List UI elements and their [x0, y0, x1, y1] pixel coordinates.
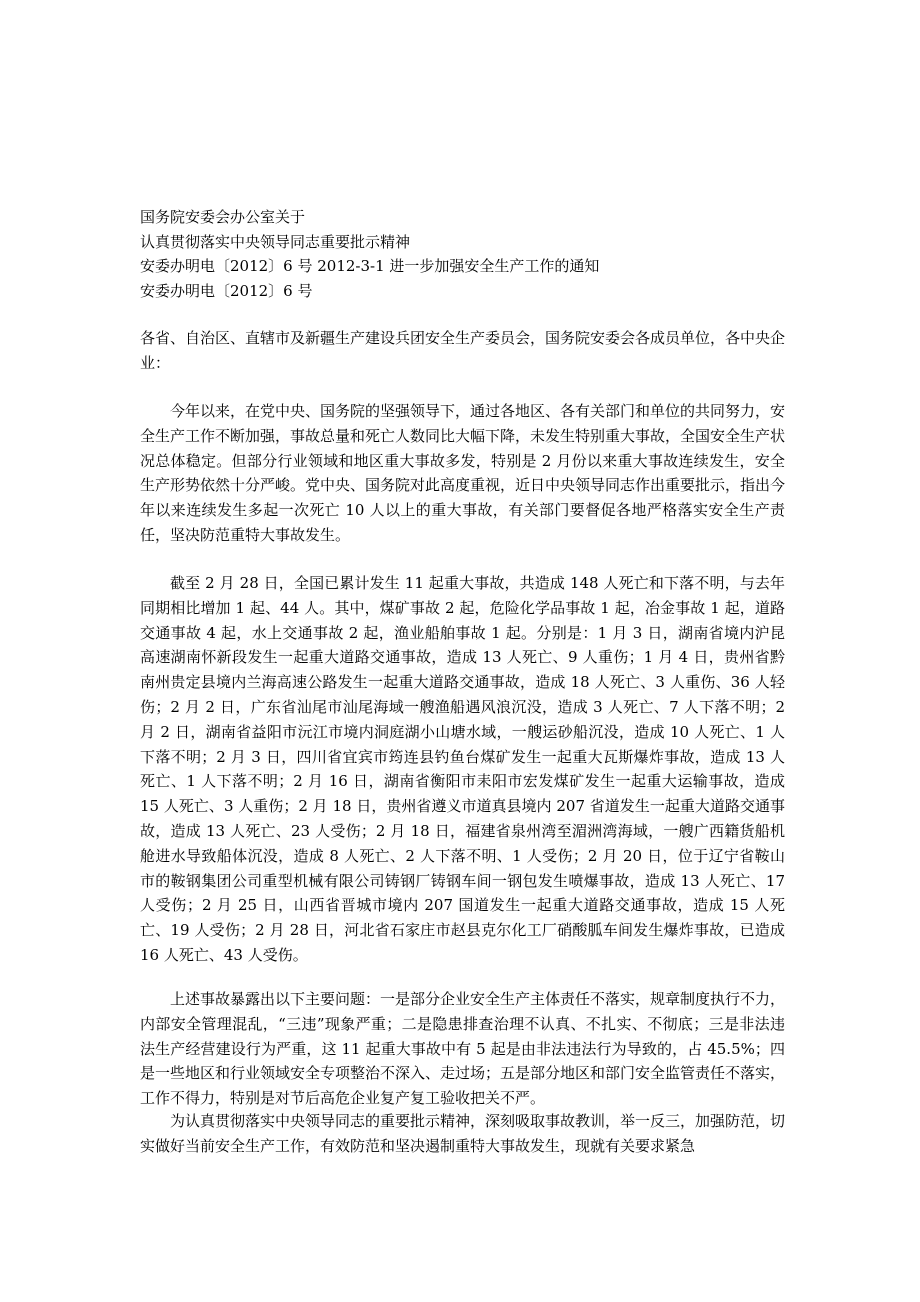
document-number: 安委办明电〔2012〕6 号	[140, 281, 313, 300]
issuer-line: 国务院安委会办公室关于	[140, 208, 306, 226]
body-paragraph: 截至 2 月 28 日，全国已累计发生 11 起重大事故，共造成 148 人死亡和下落不明，与去年同期相比增加 1 起、44 人。其中，煤矿事故 2 起，危险化学品事故 1 起，冶金事故 1 起，道路交通事故 4 起，水上交通事故 2 起，渔业船舶事故 1 起。分别是：1 月 3 日，湖南省境内沪昆高速湖南怀新段发生一起重大道路交通事故，造成 13 人死亡、9 人重伤；1 月 4 日，贵州省黔南州贵定县境内兰海高速公路发生一起重大道路交通事故，造成 18 人死亡、3 人重伤、36 人轻伤；2 月 2 日，广东省汕尾市汕尾海域一艘渔船遇风浪沉没，造成 3 人死亡、7 人下落不明；2 月 2 日，湖南省益阳市沅江市境内洞庭湖小山塘水域，一艘运砂船沉没，造成 10 人死亡、1 人下落不明；2 月 3 日，四川省宜宾市筠连县钓鱼台煤矿发生一起重大瓦斯爆炸事故，造成 13 人死亡、1 人下落不明；2 月 16 日，湖南省衡阳市耒阳市宏发煤矿发生一起重大运输事故，造成 15 人死亡、3 人重伤；2 月 18 日，贵州省遵义市道真县境内 207 省道发生一起重大道路交通事故，造成 13 人死亡、23 人受伤；2 月 18 日，福建省泉州湾至湄洲湾海域，一艘广西籍货船机舱进水导致船体沉没，造成 8 人死亡、2 人下落不明、1 人受伤；2 月 20 日，位于辽宁省鞍山市的鞍钢集团公司重型机械有限公司铸钢厂铸钢车间一钢包发生喷爆事故，造成 13 人死亡、17 人受伤；2 月 25 日，山西省晋城市境内 207 国道发生一起重大道路交通事故，造成 15 人死亡、19 人受伤；2 月 28 日，河北省石家庄市赵县克尔化工厂硝酸胍车间发生爆炸事故，已造成 16 人死亡、43 人受伤。	[140, 574, 785, 964]
body-paragraph: 为认真贯彻落实中央领导同志的重要批示精神，深刻吸取事故教训，举一反三，加强防范，切实做好当前安全生产工作，有效防范和坚决遏制重特大事故发生，现就有关要求紧急	[140, 1112, 786, 1155]
body-paragraph: 上述事故暴露出以下主要问题：一是部分企业安全生产主体责任不落实，规章制度执行不力，内部安全管理混乱，“三违”现象严重；二是隐患排查治理不认真、不扎实、不彻底；三是非法违法生产经营建设行为严重，这 11 起重大事故中有 5 起是由非法违法行为导致的，占 45.5%；四是一些地区和行业领域安全专项整治不深入、走过场；五是部分地区和部门安全监管责任不落实，工作不得力，特别是对节后高危企业复产复工验收把关不严。	[140, 990, 786, 1108]
salutation: 各省、自治区、直辖市及新疆生产建设兵团安全生产委员会，国务院安委会各成员单位，各中央企业：	[140, 329, 786, 372]
subject-line: 认真贯彻落实中央领导同志重要批示精神	[140, 232, 411, 251]
document-header	[140, 205, 800, 303]
document-title: 安委办明电〔2012〕6 号 2012-3-1 进一步加强安全生产工作的通知	[140, 257, 600, 275]
body-paragraph: 今年以来，在党中央、国务院的坚强领导下，通过各地区、各有关部门和单位的共同努力，安全生产工作不断加强，事故总量和死亡人数同比大幅下降，未发生特别重大事故，全国安全生产状况总体稳定。但部分行业领域和地区重大事故多发，特别是 2 月份以来重大事故连续发生，安全生产形势依然十分严峻。党中央、国务院对此高度重视，近日中央领导同志作出重要批示，指出今年以来连续发生多起一次死亡 10 人以上的重大事故，有关部门要督促各地严格落实安全生产责任，坚决防范重特大事故发生。	[140, 402, 786, 544]
